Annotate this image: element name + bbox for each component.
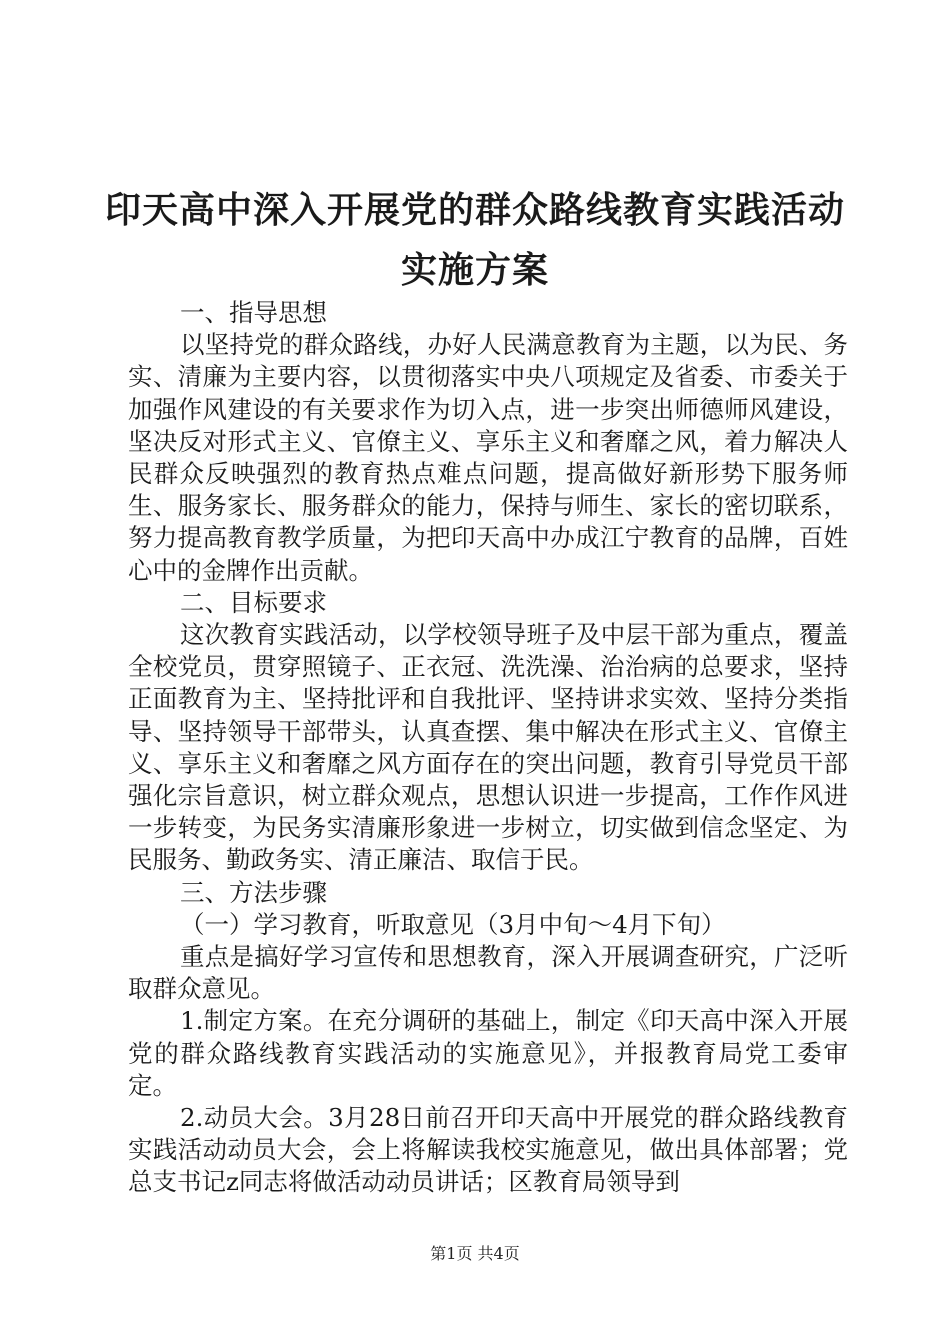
section-heading-goals: 二、目标要求 xyxy=(180,587,327,617)
page-number-footer: 第1页 共4页 xyxy=(430,1244,520,1263)
body-paragraph: 1.制定方案。在充分调研的基础上，制定《印天高中深入开展党的群众路线教育实践活动的实施意见》，并报教育局党工委审定。 xyxy=(128,1006,848,1100)
body-paragraph: 2.动员大会。3月28日前召开印天高中开展党的群众路线教育实践活动动员大会，会上将解读我校实施意见，做出具体部署；党总支书记z同志将做活动动员讲话；区教育局领导到 xyxy=(128,1103,848,1197)
document-body xyxy=(128,297,848,1199)
body-paragraph: 以坚持党的群众路线，办好人民满意教育为主题，以为民、务实、清廉为主要内容，以贯彻落实中央八项规定及省委、市委关于加强作风建设的有关要求作为切入点，进一步突出师德师风建设，坚决反对形式主义、官僚主义、享乐主义和奢靡之风，着力解决人民群众反映强烈的教育热点难点问题，提高做好新形势下服务师生、服务家长、服务群众的能力，保持与师生、家长的密切联系，努力提高教育教学质量，为把印天高中办成江宁教育的品牌，百姓心中的金牌作出贡献。 xyxy=(128,330,848,585)
document-title-line-1: 印天高中深入开展党的群众路线教育实践活动 xyxy=(104,189,845,231)
section-heading-guiding-ideology: 一、指导思想 xyxy=(180,298,327,327)
body-paragraph: 重点是搞好学习宣传和思想教育，深入开展调查研究，广泛听取群众意见。 xyxy=(128,942,848,1004)
subsection-heading: （一）学习教育，听取意见（3月中旬～4月下旬） xyxy=(180,909,726,939)
body-paragraph: 这次教育实践活动，以学校领导班子及中层干部为重点，覆盖全校党员，贯穿照镜子、正衣冠、洗洗澡、治治病的总要求，坚持正面教育为主、坚持批评和自我批评、坚持讲求实效、坚持分类指导、坚持领导干部带头，认真查摆、集中解决在形式主义、官僚主义、享乐主义和奢靡之风方面存在的突出问题，教育引导党员干部强化宗旨意识，树立群众观点，思想认识进一步提高，工作作风进一步转变，为民务实清廉形象进一步树立，切实做到信念坚定、为民服务、勤政务实、清正廉洁、取信于民。 xyxy=(128,620,848,875)
section-heading-methods: 三、方法步骤 xyxy=(180,877,327,907)
document-title-line-2: 实施方案 xyxy=(400,249,549,291)
